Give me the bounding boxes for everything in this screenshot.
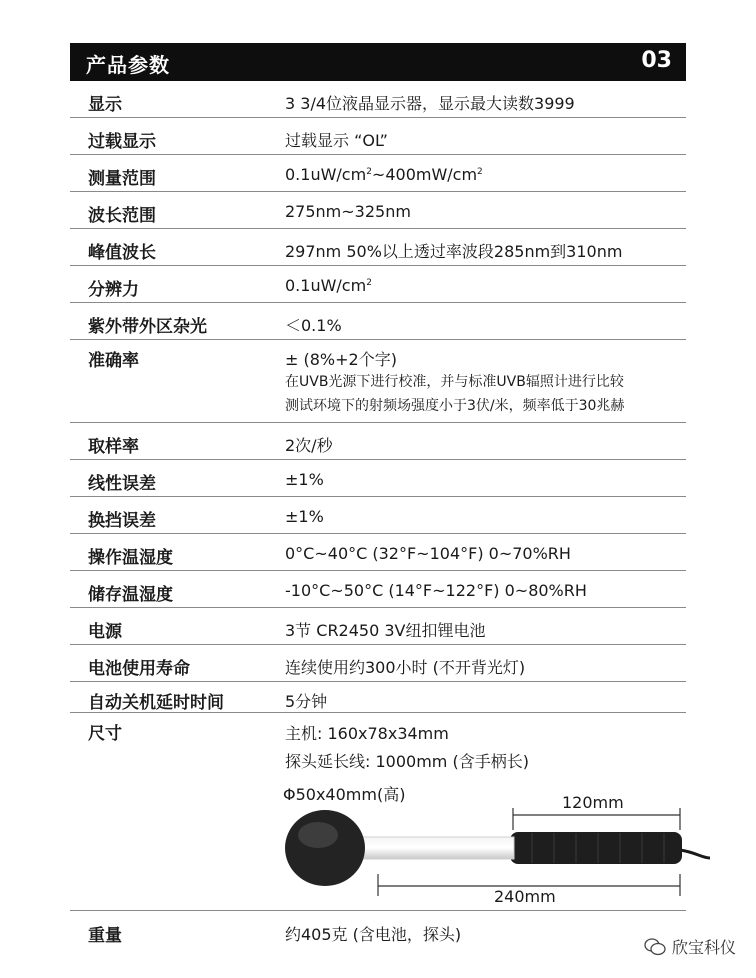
value-part: ~400mW/cm	[371, 165, 478, 184]
spec-row-linearity	[70, 460, 686, 497]
spec-value: 约405克 (含电池，探头)	[285, 925, 462, 944]
spec-row-range-error	[70, 497, 686, 534]
spec-row-storage	[70, 571, 686, 608]
spec-label: 线性误差	[88, 474, 156, 494]
spec-row-peak	[70, 229, 686, 266]
spec-value: ±1%	[285, 507, 324, 526]
section-header	[70, 43, 686, 81]
probe-handle	[510, 832, 682, 864]
spec-label: 显示	[88, 95, 122, 115]
chat-bubble-icon	[644, 938, 666, 956]
total-dimension: 240mm	[494, 887, 556, 906]
watermark	[644, 935, 736, 958]
spec-label: 换挡误差	[88, 511, 156, 531]
spec-label: 操作温湿度	[88, 548, 173, 568]
probe-dimension: Φ50x40mm(高)	[283, 785, 406, 804]
spec-value: 2次/秒	[285, 436, 333, 455]
spec-value: ±1%	[285, 470, 324, 489]
spec-label: 分辨力	[88, 280, 139, 300]
probe-head	[285, 810, 365, 886]
spec-value: 0°C~40°C (32°F~104°F) 0~70%RH	[285, 544, 571, 563]
spec-note: 测试环境下的射频场强度小于3伏/米，频率低于30兆赫	[285, 398, 625, 414]
spec-value: ＜0.1%	[285, 316, 342, 335]
handle-dimension: 120mm	[562, 793, 624, 812]
spec-row-weight	[70, 911, 686, 947]
spec-note: 在UVB光源下进行校准，并与标准UVB辐照计进行比较	[285, 374, 624, 390]
spec-row-auto-off	[70, 682, 686, 713]
spec-label: 电源	[88, 622, 122, 642]
spec-value: 3节 CR2450 3V纽扣锂电池	[285, 621, 486, 640]
spec-value	[285, 165, 483, 184]
section-number: 03	[641, 48, 672, 73]
spec-row-resolution	[70, 266, 686, 303]
spec-label: 尺寸	[88, 724, 122, 744]
spec-value: 探头延长线: 1000mm (含手柄长)	[285, 752, 529, 771]
spec-row-operating	[70, 534, 686, 571]
spec-value: 过载显示 “OL”	[285, 131, 388, 150]
superscript: 2	[366, 167, 372, 177]
spec-value: 3 3/4位液晶显示器，显示最大读数3999	[285, 94, 575, 113]
spec-label: 电池使用寿命	[88, 659, 190, 679]
spec-row-range	[70, 155, 686, 192]
value-part: 0.1uW/cm	[285, 165, 367, 184]
spec-label: 波长范围	[88, 206, 156, 226]
spec-row-stray-light	[70, 303, 686, 340]
probe-cable	[680, 850, 710, 858]
spec-value: 5分钟	[285, 692, 328, 711]
spec-value	[285, 276, 372, 295]
watermark-text: 欣宝科仪	[671, 938, 736, 957]
spec-label: 取样率	[88, 437, 139, 457]
spec-label: 储存温湿度	[88, 585, 173, 605]
probe-diagram	[270, 780, 710, 910]
spec-label: 测量范围	[88, 169, 156, 189]
spec-value: ± (8%+2个字)	[285, 350, 397, 369]
spec-label: 过载显示	[88, 132, 156, 152]
spec-row-wavelength	[70, 192, 686, 229]
value-part: 0.1uW/cm	[285, 276, 367, 295]
spec-value: 主机: 160x78x34mm	[285, 724, 449, 743]
spec-row-accuracy	[70, 340, 686, 423]
spec-value: 275nm~325nm	[285, 202, 411, 221]
section-title: 产品参数	[86, 53, 170, 77]
spec-row-battery-life	[70, 645, 686, 682]
spec-value: 297nm 50%以上透过率波段285nm到310nm	[285, 242, 623, 261]
spec-row-sampling	[70, 423, 686, 460]
spec-row-overload	[70, 118, 686, 155]
superscript: 2	[477, 167, 483, 177]
spec-value: 连续使用约300小时 (不开背光灯)	[285, 658, 526, 677]
spec-row-display	[70, 81, 686, 118]
spec-row-power	[70, 608, 686, 645]
spec-label: 紫外带外区杂光	[88, 317, 207, 337]
spec-label: 重量	[88, 926, 122, 946]
spec-label: 峰值波长	[88, 243, 156, 263]
superscript: 2	[366, 278, 372, 288]
spec-label: 准确率	[88, 351, 139, 371]
probe-rod	[352, 837, 514, 859]
spec-value: -10°C~50°C (14°F~122°F) 0~80%RH	[285, 581, 587, 600]
spec-label: 自动关机延时时间	[88, 693, 224, 713]
